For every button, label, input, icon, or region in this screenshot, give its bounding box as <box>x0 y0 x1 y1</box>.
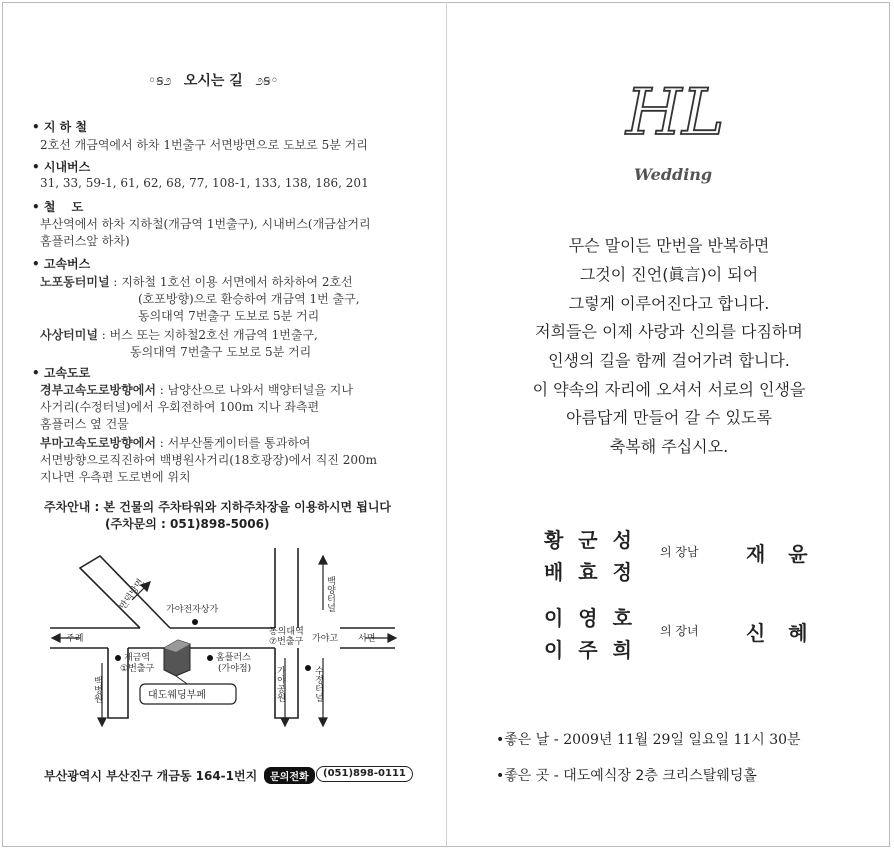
message-line-8: 축복해 주십시오. <box>609 437 729 456</box>
wedding-place: •좋은 곳 - 대도예식장 2층 크리스탈웨딩홀 <box>496 768 757 784</box>
section-subway-line: 2호선 개금역에서 하차 1번출구 서면방면으로 도보로 5분 거리 <box>40 138 368 152</box>
message-line-7: 아름답게 만들어 갈 수 있도록 <box>566 408 772 427</box>
map-exit1: ①번출구 <box>120 664 155 674</box>
parking-line-2: (주차문의 : 051)898-5006) <box>105 517 270 531</box>
homeplus-dot <box>207 655 213 661</box>
highway-2-line-3: 지나면 우측편 도로변에 위치 <box>40 470 191 484</box>
highway-2-line-2: 서면방향으로직진하여 백병원사거리(18호광장)에서 직진 200m <box>40 453 377 467</box>
message-line-2: 그것이 진언(眞言)이 되어 <box>579 265 759 284</box>
highway-2-label: 부마고속도로방향에서 <box>40 436 156 450</box>
parking-line-1: 주차안내 : 본 건물의 주차타워와 지하주차장을 이용하시면 됩니다 <box>44 500 392 514</box>
map-seomyeon: 서면 <box>358 634 376 644</box>
date-bullet-icon: • <box>496 732 505 748</box>
map-venue: 대도웨딩부페 <box>148 690 206 701</box>
highway-1-line-2: 사거리(수정터널)에서 우회전하여 100m 지나 좌측편 <box>40 400 320 414</box>
dongeui-station-dot <box>305 665 311 671</box>
bride-relation: 의 장녀 <box>660 624 699 638</box>
map-baek-hospital: 백병원 <box>92 676 102 703</box>
map-dongeui: 동의대역 <box>269 627 304 637</box>
message-line-3: 그렇게 이루어진다고 합니다. <box>568 294 770 313</box>
gaya-market-dot <box>192 619 198 625</box>
section-rail-line-1: 부산역에서 하차 지하철(개금역 1번출구), 시내버스(개금삼거리 <box>40 217 371 231</box>
place-bullet-icon: • <box>496 768 505 784</box>
section-highway-head: • 고속도로 <box>32 366 91 380</box>
gaegeum-station-dot <box>115 655 121 661</box>
highway-1-label: 경부고속도로방향에서 <box>40 383 156 397</box>
message-line-1: 무슨 말이든 만번을 반복하면 <box>568 236 770 255</box>
ornament-right-icon: ೨ꞩ◦ <box>255 73 279 89</box>
map-exit7: ⑦번출구 <box>269 637 304 647</box>
terminal-1-line-3: 동의대역 7번출구 도보로 5분 거리 <box>138 309 320 323</box>
terminal-1-line-1: 노포동터미널 : 지하철 1호선 이용 서면에서 하차하여 2호선 <box>40 275 353 289</box>
groom-mother: 배 효 정 <box>544 560 636 584</box>
map-homeplus: 홈플러스 <box>216 653 251 663</box>
terminal-1-label: 노포동터미널 <box>40 275 110 289</box>
logo-wedding-text: Wedding <box>634 165 713 184</box>
map-sujeong: 수정터널 <box>313 666 323 702</box>
bride-father: 이 영 호 <box>544 606 636 630</box>
section-rail-line-2: 홈플러스앞 하차) <box>40 234 130 248</box>
section-bus-head: • 시내버스 <box>32 160 91 174</box>
groom-relation: 의 장남 <box>660 545 699 559</box>
ornament-left-icon: ◦ꞩ೨ <box>148 73 172 89</box>
groom-name: 재 윤 <box>746 542 816 566</box>
highway-2-line-1: 부마고속도로방향에서 : 서부산톨게이터를 통과하여 <box>40 436 311 450</box>
map-gaegeum: 개금역 <box>124 653 151 663</box>
map-mandeok: 만덕방면 <box>118 577 147 612</box>
section-bus-line: 31, 33, 59-1, 61, 62, 68, 77, 108-1, 133, 138, 186, 201 <box>40 176 369 190</box>
contact-number: (051)898-0111 <box>316 766 413 782</box>
map-gaya-market: 가야전자상가 <box>166 605 219 615</box>
venue-building-icon <box>164 640 190 676</box>
bride-name: 신 혜 <box>746 621 816 645</box>
message-line-6: 이 약속의 자리에 오셔서 서로의 인생을 <box>532 380 806 399</box>
contact-label-pill: 문의전화 <box>264 767 315 784</box>
message-line-5: 인생의 길을 함께 걸어가려 합니다. <box>548 351 790 370</box>
section-subway-head: • 지 하 철 <box>32 120 87 134</box>
bride-mother: 이 주 희 <box>544 638 636 662</box>
terminal-1-line-2: (호포방향)으로 환승하여 개금역 1번 출구, <box>138 292 360 306</box>
location-map <box>40 548 410 738</box>
highway-1-line-1: 경부고속도로방향에서 : 남양산으로 나와서 백양터널을 지나 <box>40 383 353 397</box>
map-baegyang: 백양터널 <box>325 576 335 612</box>
map-jurye: 주례 <box>66 634 84 644</box>
wedding-date: •좋은 날 - 2009년 11월 29일 일요일 11시 30분 <box>496 732 801 748</box>
message-line-4: 저희들은 이제 사랑과 신의를 다짐하며 <box>535 322 803 341</box>
terminal-2-line-2: 동의대역 7번출구 도보로 5분 거리 <box>130 345 312 359</box>
directions-title: ◦ꞩ೨ 오시는 길 ೨ꞩ◦ <box>148 73 279 89</box>
groom-father: 황 군 성 <box>544 528 636 552</box>
map-gaya-park: 가야공원 <box>275 666 285 702</box>
terminal-2-label: 사상터미널 <box>40 328 98 342</box>
address: 부산광역시 부산진구 개금동 164-1번지 <box>44 769 258 783</box>
terminal-2-line-1: 사상터미널 : 버스 또는 지하철2호선 개금역 1번출구, <box>40 328 318 342</box>
map-gaya-branch: (가야점) <box>218 664 252 674</box>
section-expressbus-head: • 고속버스 <box>32 257 91 271</box>
svg-text:HL: HL <box>626 76 725 150</box>
hl-wedding-logo <box>610 68 730 188</box>
map-gayago: 가야고 <box>312 634 339 644</box>
section-rail-head: • 철 도 <box>32 200 84 214</box>
highway-1-line-3: 홈플러스 옆 건물 <box>40 417 129 431</box>
